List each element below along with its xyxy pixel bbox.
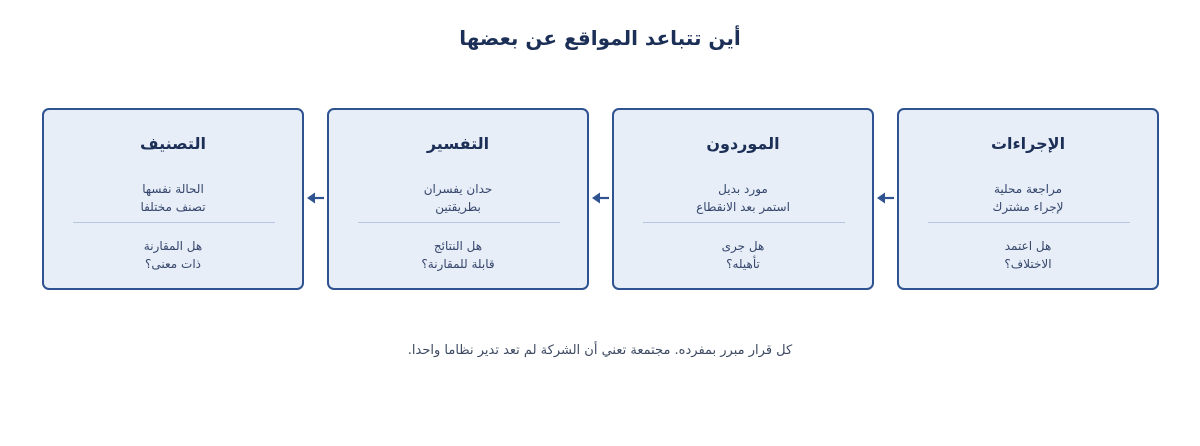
card-question-line: هل جرى (721, 239, 765, 253)
card-description (44, 180, 302, 216)
card-divider (928, 222, 1130, 223)
card-title: الموردون (706, 134, 780, 153)
card-description (329, 180, 587, 216)
card-interpretation (327, 108, 589, 290)
card-question-line: هل النتائج (433, 239, 483, 253)
card-description-line: مورد بديل (718, 182, 768, 196)
card-description-line: لإجراء مشترك (992, 200, 1064, 214)
card-title: التصنيف (140, 134, 206, 153)
arrow-left-icon (877, 192, 895, 204)
process-flow (41, 108, 1159, 290)
card-procedures (897, 108, 1159, 290)
card-question-line: هل اعتمد (1004, 239, 1052, 253)
card-question-line: ذات معنى؟ (145, 257, 201, 271)
card-question (614, 237, 872, 273)
card-description-line: مراجعة محلية (993, 182, 1063, 196)
arrow-left-icon (592, 192, 610, 204)
card-question (329, 237, 587, 273)
card-description-line: بطريقتين (435, 200, 481, 214)
card-description-line: تصنف مختلفا (140, 200, 206, 214)
card-title: الإجراءات (990, 134, 1066, 153)
card-divider (73, 222, 275, 223)
card-question-line: قابلة للمقارنة؟ (421, 257, 495, 271)
arrow-left-icon (307, 192, 325, 204)
card-question-line: هل المقارنة (143, 239, 203, 253)
card-question-line: تأهيله؟ (726, 257, 760, 271)
card-question (899, 237, 1157, 273)
card-description-line: حدان يفسران (423, 182, 493, 196)
card-suppliers (612, 108, 874, 290)
card-question (44, 237, 302, 273)
card-description-line: الحالة نفسها (142, 182, 204, 196)
card-question-line: الاختلاف؟ (1004, 257, 1052, 271)
card-description-line: استمر بعد الانقطاع (696, 200, 790, 214)
diagram-title: أين تتباعد المواقع عن بعضها (459, 26, 741, 50)
card-description (614, 180, 872, 216)
card-divider (643, 222, 845, 223)
card-title: التفسير (426, 134, 490, 153)
card-classification (42, 108, 304, 290)
card-description (899, 180, 1157, 216)
footer-note: كل قرار مبرر بمفرده. مجتمعة تعني أن الشركة لم تعد تدير نظاما واحدا. (407, 343, 793, 358)
card-divider (358, 222, 560, 223)
